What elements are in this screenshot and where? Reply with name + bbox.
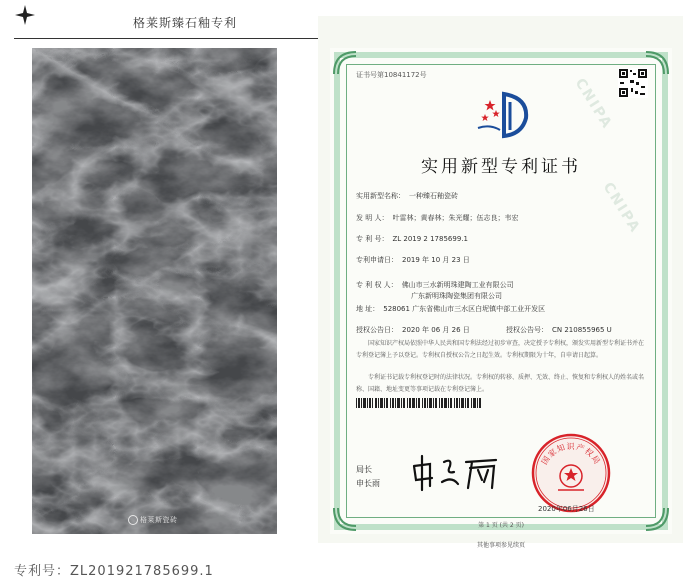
certificate-title: 实用新型专利证书 xyxy=(421,157,581,177)
certificate-paragraph-1: 国家知识产权局依照中华人民共和国专利法经过初步审查，决定授予专利权，颁发实用新型专利证书并在专利登记簿上予以登记。专利权自授权公告之日起生效。专利权期限为十年，自申请日起算。 xyxy=(356,340,645,359)
field-utility-name: 实用新型名称： 一种臻石釉瓷砖 xyxy=(356,192,458,200)
header xyxy=(0,0,320,44)
signature-title: 局长 xyxy=(356,465,372,474)
corner-ornament-icon xyxy=(332,50,358,76)
field-address: 地 址： 528061 广东省佛山市三水区白坭镇中部工业开发区 xyxy=(356,305,546,313)
tile-brand-logo: 格莱斯瓷砖 xyxy=(128,515,178,525)
field-patent-number: 专 利 号： ZL 2019 2 1785699.1 xyxy=(356,235,468,243)
field-grant-date: 授权公告日： 2020 年 06 月 26 日 xyxy=(356,326,470,334)
field-application-date: 专利申请日： 2019 年 10 月 23 日 xyxy=(356,256,470,264)
seal-date: 2020年06月26日 xyxy=(538,505,595,513)
svg-text:国家知识产权局: 国家知识产权局 xyxy=(539,442,603,467)
certificate-number: 证书号第10841172号 xyxy=(356,71,427,79)
sparkle-icon xyxy=(14,4,36,26)
handwritten-signature xyxy=(408,452,508,492)
marble-tile-image xyxy=(32,48,277,534)
signature-name: 申长雨 xyxy=(356,479,380,488)
patent-number-caption: 专利号：ZL201921785699.1 xyxy=(14,564,214,579)
patent-certificate xyxy=(330,48,672,549)
page-number: 第 1 页 (共 2 页) xyxy=(478,522,524,529)
cnipa-emblem-icon xyxy=(476,90,538,142)
brand-mark-icon xyxy=(128,515,138,525)
certificate-photo xyxy=(318,16,683,549)
official-seal xyxy=(530,432,612,514)
barcode-icon xyxy=(356,398,481,408)
cnipa-watermark: CNIPA xyxy=(599,179,644,237)
header-divider xyxy=(14,38,319,39)
certificate-footnote: 其他事项参见续页 xyxy=(476,542,525,549)
certificate-paragraph-2: 专利证书记载专利权登记时的法律状况。专利权的转移、质押、无效、终止、恢复和专利权人的姓名或名称、国籍、地址变更等事项记载在专利登记簿上。 xyxy=(356,374,645,393)
field-grant-number: 授权公告号： CN 210855965 U xyxy=(506,326,612,334)
section-title: 格莱斯臻石釉专利 xyxy=(132,16,237,30)
field-patentee-2: 广东新明珠陶瓷集团有限公司 xyxy=(411,292,502,300)
qr-code-icon xyxy=(618,68,648,98)
field-patentee: 专 利 权 人： 佛山市三水新明珠建陶工业有限公司 xyxy=(356,281,514,289)
field-inventors: 发 明 人： 叶雷林；黄春林；朱光耀；伍志良；韦宏 xyxy=(356,214,519,222)
cnipa-watermark: CNIPA xyxy=(571,75,616,133)
